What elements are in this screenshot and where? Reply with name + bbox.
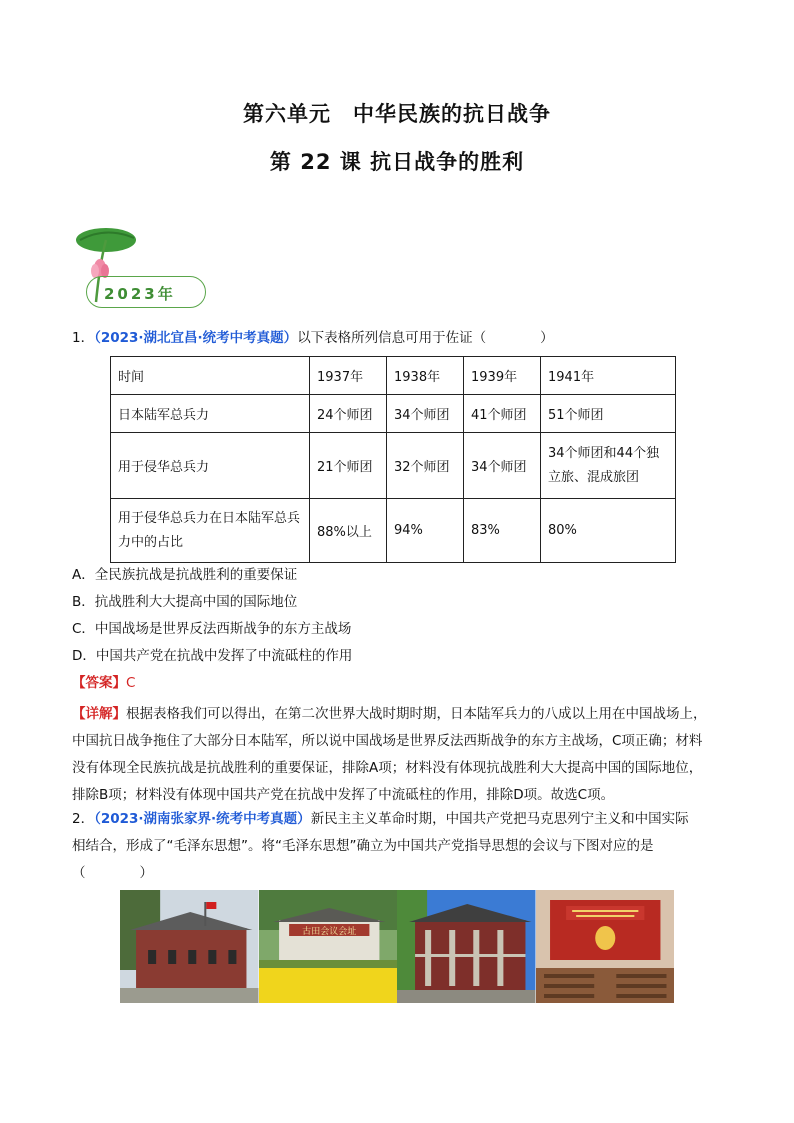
photo-brick-building-image [120,890,259,1003]
photo-meeting-hall-image [536,890,675,1003]
table-cell: 日本陆军总兵力 [111,395,310,433]
table-cell: 1939年 [464,357,541,395]
troop-table [110,356,676,563]
option-c: C．中国战场是世界反法西斯战争的东方主战场 [72,621,352,637]
question-1-source: （2023·湖北宜昌·统考中考真题） [94,330,298,346]
meeting-site-photos [120,890,674,1003]
table-cell: 94% [387,499,464,563]
detail-line: 中国抗日战争拖住了大部分日本陆军，所以说中国战场是世界反法西斯战争的东方主战场，C项正确；材料 [72,733,703,749]
table-cell: 88%以上 [310,499,387,563]
question-2-line: 相结合，形成了“毛泽东思想”。将“毛泽东思想”确立为中国共产党指导思想的会议与下图对应的是 [72,838,654,854]
table-cell: 1941年 [541,357,676,395]
table-cell: 83% [464,499,541,563]
detail-line: 没有体现全民族抗战是抗战胜利的重要保证，排除A项；材料没有体现抗战胜利大大提高中国的国际地位， [72,760,703,776]
answer-label: 【答案】 [72,675,126,691]
table-cell: 51个师团 [541,395,676,433]
answer-value: C [126,675,136,691]
photo-gutian-site-image [259,890,398,1003]
table-cell: 时间 [111,357,310,395]
table-cell: 41个师团 [464,395,541,433]
table-cell: 1937年 [310,357,387,395]
table-cell: 1938年 [387,357,464,395]
table-cell: 24个师团 [310,395,387,433]
option-b: B．抗战胜利大大提高中国的国际地位 [72,594,298,610]
table-row [111,499,676,563]
question-2-stem: 2．（2023·湖南张家界·统考中考真题）新民主主义革命时期，中国共产党把马克思列宁主义和中国实际 [72,811,689,827]
table-cell: 34个师团 [464,433,541,499]
answer-line [72,674,135,693]
question-2-source: （2023·湖南张家界·统考中考真题） [94,811,311,827]
table-header-row [111,357,676,395]
table-row [111,433,676,499]
table-cell: 用于侵华总兵力在日本陆军总兵力中的占比 [111,499,310,563]
table-row [111,395,676,433]
table-cell: 34个师团 [387,395,464,433]
option-d: D．中国共产党在抗战中发挥了中流砥柱的作用 [72,648,353,664]
table-cell: 34个师团和44个独立旅、混成旅团 [541,433,676,499]
detail-label: 【详解】 [72,706,126,722]
detail-line: 排除B项；材料没有体现中国共产党在抗战中发挥了中流砥柱的作用，排除D项。故选C项。 [72,787,615,803]
unit-title: 第六单元 中华民族的抗日战争 [243,102,551,126]
table-cell: 用于侵华总兵力 [111,433,310,499]
detail-line: 【详解】根据表格我们可以得出，在第二次世界大战时期时期，日本陆军兵力的八成以上用在中国战场上， [72,706,707,722]
question-2-blank: （ ） [72,865,153,881]
table-cell: 21个师团 [310,433,387,499]
photo-zunyi-building-image [397,890,536,1003]
table-cell: 32个师团 [387,433,464,499]
option-a: A．全民族抗战是抗战胜利的重要保证 [72,567,298,583]
question-1-stem: 1．（2023·湖北宜昌·统考中考真题）以下表格所列信息可用于佐证（ ） [72,330,554,346]
lesson-title: 第 22 课 抗日战争的胜利 [269,150,525,174]
year-label: 2023年 [104,285,176,303]
table-cell: 80% [541,499,676,563]
photo-banner-text: 古田会议会址 [301,927,356,937]
